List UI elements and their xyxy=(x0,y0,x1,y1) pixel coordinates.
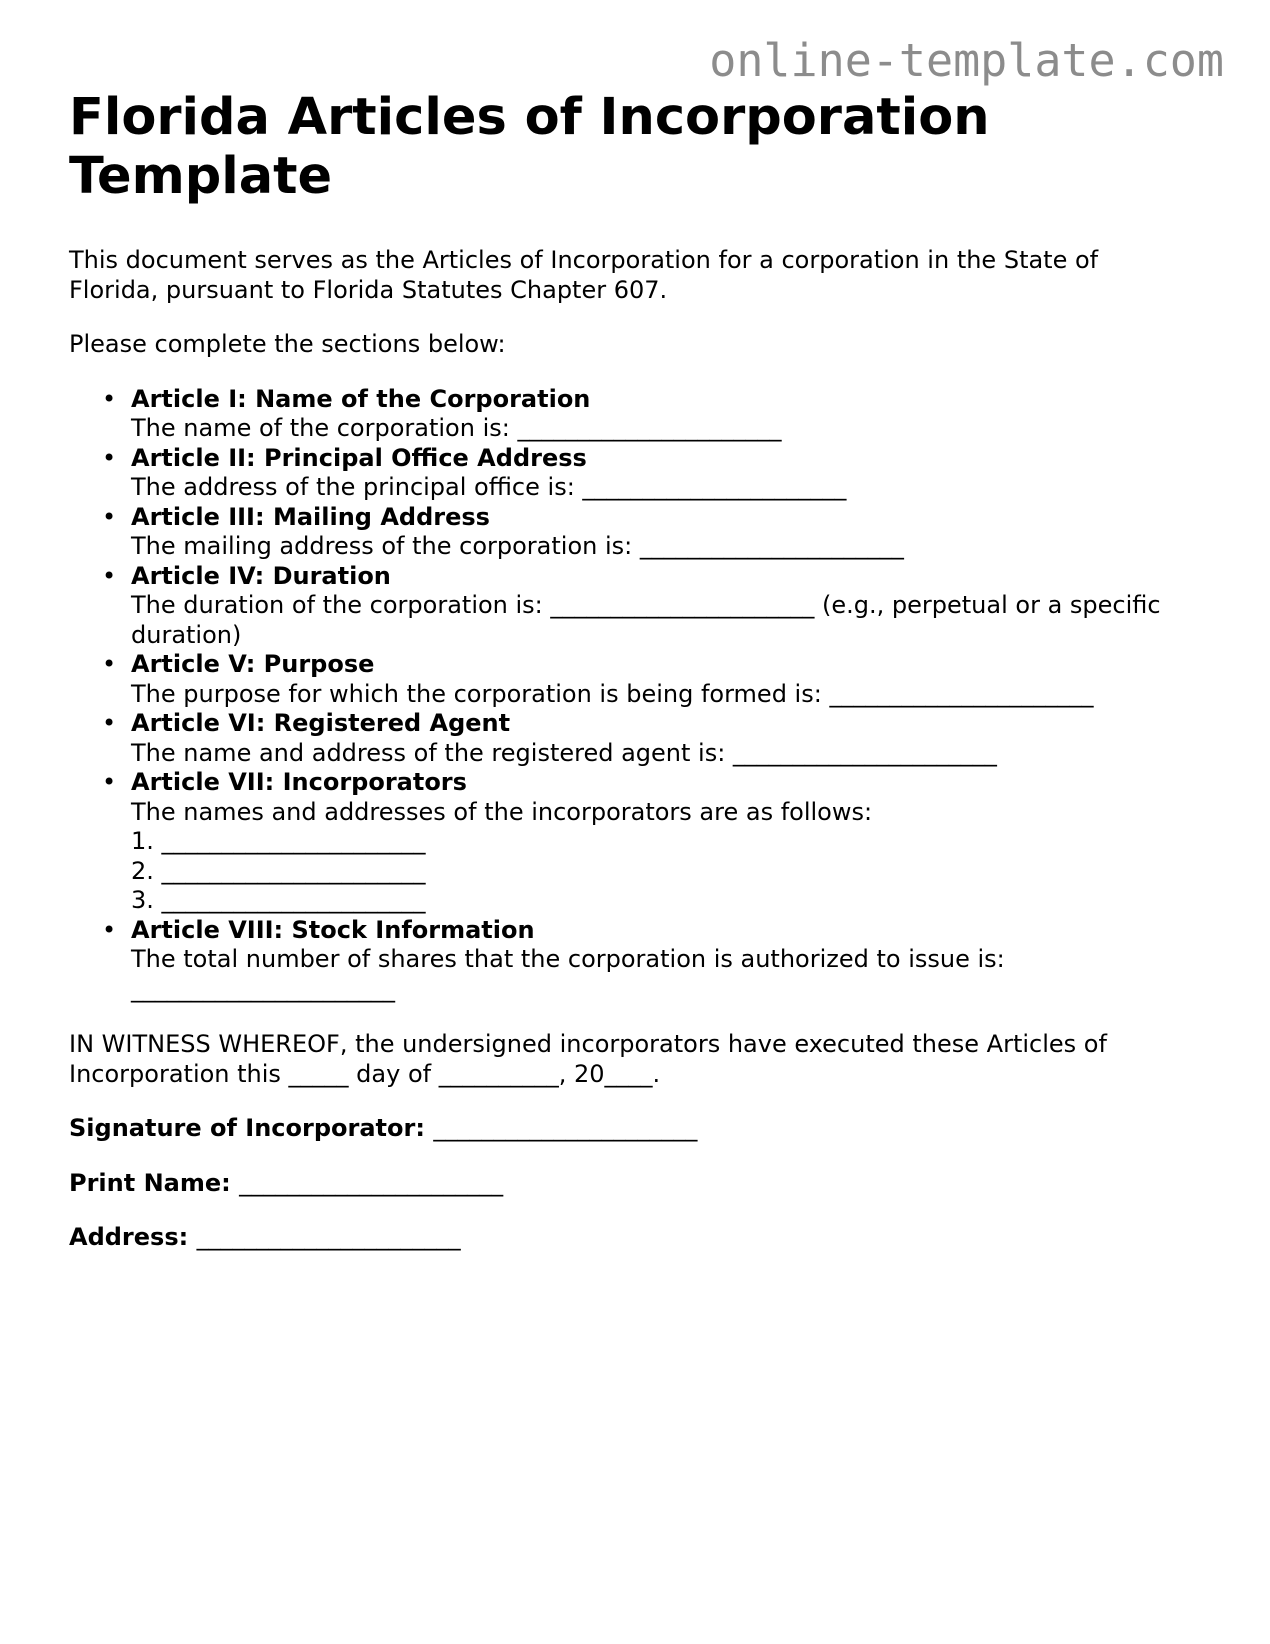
print-name-line xyxy=(69,1169,1209,1199)
signature-line xyxy=(69,1114,1209,1144)
incorporator-line-2: 2. ______________________ xyxy=(131,856,426,885)
article-field: The duration of the corporation is: ______________________ (e.g., perpetual or a specific duration) xyxy=(131,591,1161,649)
article-field: The mailing address of the corporation is: ______________________ xyxy=(131,532,904,560)
incorporator-line-3: 3. ______________________ xyxy=(131,886,426,914)
address-blank: ______________________ xyxy=(196,1223,461,1251)
bullet-icon: • xyxy=(102,384,117,413)
article-title: Article VIII: Stock Information xyxy=(131,915,535,944)
article-title: Article V: Purpose xyxy=(131,650,375,678)
articles-list xyxy=(69,385,1209,1005)
article-title: Article III: Mailing Address xyxy=(131,502,490,531)
article-title: Article II: Principal Office Address xyxy=(131,443,587,472)
list-item xyxy=(102,650,1209,709)
list-item xyxy=(102,384,1209,444)
instructions: Please complete the sections below: xyxy=(69,330,506,358)
watermark: online-template.com xyxy=(709,34,1224,87)
article-field: The name of the corporation is: ______________________ xyxy=(131,414,782,442)
list-item xyxy=(102,709,1209,768)
intro-paragraph: This document serves as the Articles of Incorporation for a corporation in the State of Florida, pursuant to Florida Statutes Chapter 607. xyxy=(69,246,1099,304)
bullet-icon: • xyxy=(102,768,117,796)
bullet-icon: • xyxy=(102,561,117,590)
list-item xyxy=(102,443,1209,503)
page-title: Florida Articles of Incorporation Template xyxy=(69,88,990,206)
article-field: The total number of shares that the corporation is authorized to issue is: ______________________ xyxy=(131,945,1005,1003)
article-field: The name and address of the registered agent is: ______________________ xyxy=(131,738,997,767)
bullet-icon: • xyxy=(102,709,117,737)
witness-clause: IN WITNESS WHEREOF, the undersigned incorporators have executed these Articles of Incorporation this _____ day of __________, 20____. xyxy=(69,1030,1107,1088)
incorporator-line-1: 1. ______________________ xyxy=(131,827,426,855)
document-body xyxy=(69,88,1209,1253)
bullet-icon: • xyxy=(102,650,117,678)
article-title: Article IV: Duration xyxy=(131,561,391,590)
article-field: The address of the principal office is: ______________________ xyxy=(131,473,847,501)
article-field: The names and addresses of the incorporators are as follows: xyxy=(131,797,873,826)
signature-blank: ______________________ xyxy=(433,1114,698,1142)
address-line xyxy=(69,1223,1209,1253)
address-label: Address: xyxy=(69,1223,189,1251)
article-title: Article VI: Registered Agent xyxy=(131,709,511,737)
print-name-label: Print Name: xyxy=(69,1168,231,1197)
article-title: Article I: Name of the Corporation xyxy=(131,384,591,413)
list-item xyxy=(102,768,1209,916)
print-name-blank: ______________________ xyxy=(239,1168,504,1197)
list-item xyxy=(102,915,1209,1005)
article-field: The purpose for which the corporation is being formed is: ______________________ xyxy=(131,679,1094,708)
bullet-icon: • xyxy=(102,443,117,472)
list-item xyxy=(102,561,1209,651)
bullet-icon: • xyxy=(102,915,117,944)
signature-label: Signature of Incorporator: xyxy=(69,1114,425,1142)
list-item xyxy=(102,502,1209,562)
article-title: Article VII: Incorporators xyxy=(131,768,467,796)
bullet-icon: • xyxy=(102,502,117,531)
